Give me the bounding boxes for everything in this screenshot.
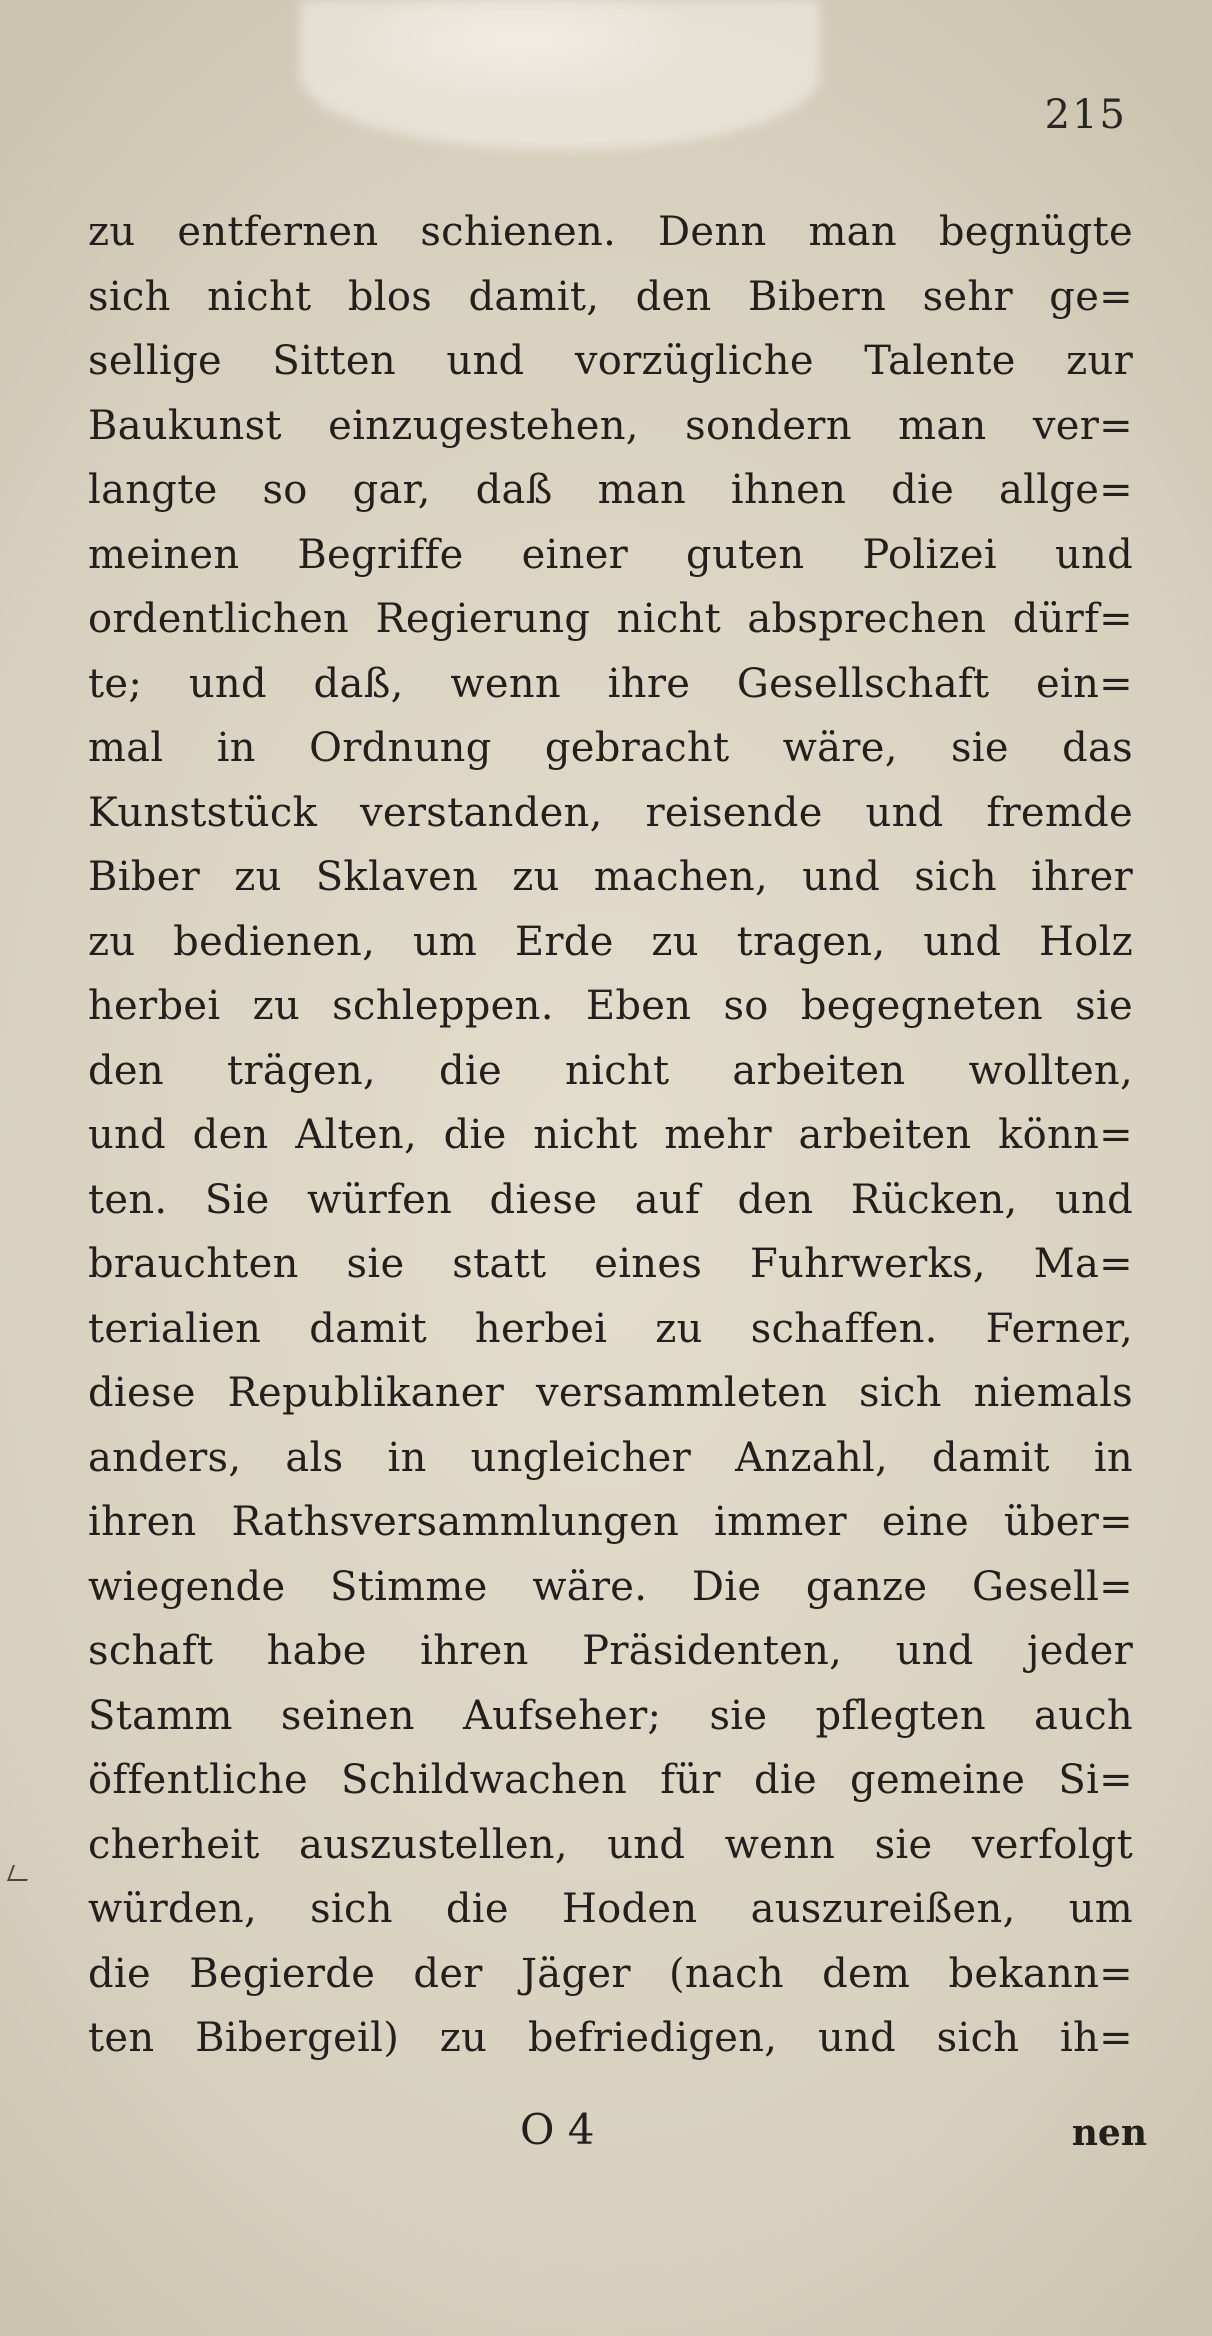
text-line: anders, als in ungleicher Anzahl, damit in <box>88 1434 1133 1481</box>
text-line: herbei zu schleppen. Eben so begegneten sie <box>88 983 1133 1029</box>
text-line: und den Alten, die nicht mehr arbeiten könn= <box>88 1112 1133 1158</box>
text-line: schaft habe ihren Präsidenten, und jeder <box>88 1628 1133 1674</box>
text-line: ihren Rathsversammlungen immer eine über= <box>88 1499 1133 1545</box>
page-number: 215 <box>1044 92 1127 138</box>
body-text <box>88 200 1133 2071</box>
text-line: Stamm seinen Aufseher; sie pflegten auch <box>88 1692 1133 1739</box>
text-line: würden, sich die Hoden auszureißen, um <box>88 1886 1133 1932</box>
text-line: den trägen, die nicht arbeiten wollten, <box>88 1047 1133 1094</box>
text-line: langte so gar, daß man ihnen die allge= <box>88 467 1133 513</box>
signature-mark: O 4 <box>520 2105 595 2154</box>
text-line: wiegende Stimme wäre. Die ganze Gesell= <box>88 1563 1133 1610</box>
text-line: te; und daß, wenn ihre Gesellschaft ein= <box>88 660 1133 707</box>
text-line: brauchten sie statt eines Fuhrwerks, Ma= <box>88 1241 1133 1287</box>
text-line: zu entfernen schienen. Denn man begnügte <box>88 209 1133 255</box>
text-line: sellige Sitten und vorzügliche Talente zur <box>88 338 1133 384</box>
text-line: ten Bibergeil) zu befriedigen, und sich ih= <box>88 2015 1133 2061</box>
margin-mark <box>7 1865 33 1881</box>
catchword: nen <box>1071 2112 1147 2154</box>
text-line: diese Republikaner versammleten sich niemals <box>88 1370 1133 1416</box>
text-line: Kunststück verstanden, reisende und fremde <box>88 789 1133 836</box>
text-line: ten. Sie würfen diese auf den Rücken, und <box>88 1176 1133 1223</box>
text-line: meinen Begriffe einer guten Polizei und <box>88 531 1133 578</box>
text-line: mal in Ordnung gebracht wäre, sie das <box>88 725 1133 771</box>
text-line: Biber zu Sklaven zu machen, und sich ihrer <box>88 854 1133 900</box>
text-line: ordentlichen Regierung nicht absprechen dürf= <box>88 596 1133 642</box>
text-line: cherheit auszustellen, und wenn sie verfolgt <box>88 1821 1133 1868</box>
text-line: terialien damit herbei zu schaffen. Ferner, <box>88 1305 1133 1352</box>
paper-stain <box>300 0 820 150</box>
text-line: Baukunst einzugestehen, sondern man ver= <box>88 402 1133 449</box>
text-line: öffentliche Schildwachen für die gemeine Si= <box>88 1757 1133 1803</box>
text-line: zu bedienen, um Erde zu tragen, und Holz <box>88 918 1133 965</box>
text-line: die Begierde der Jäger (nach dem bekann= <box>88 1950 1133 1997</box>
text-line: sich nicht blos damit, den Bibern sehr ge= <box>88 273 1133 320</box>
